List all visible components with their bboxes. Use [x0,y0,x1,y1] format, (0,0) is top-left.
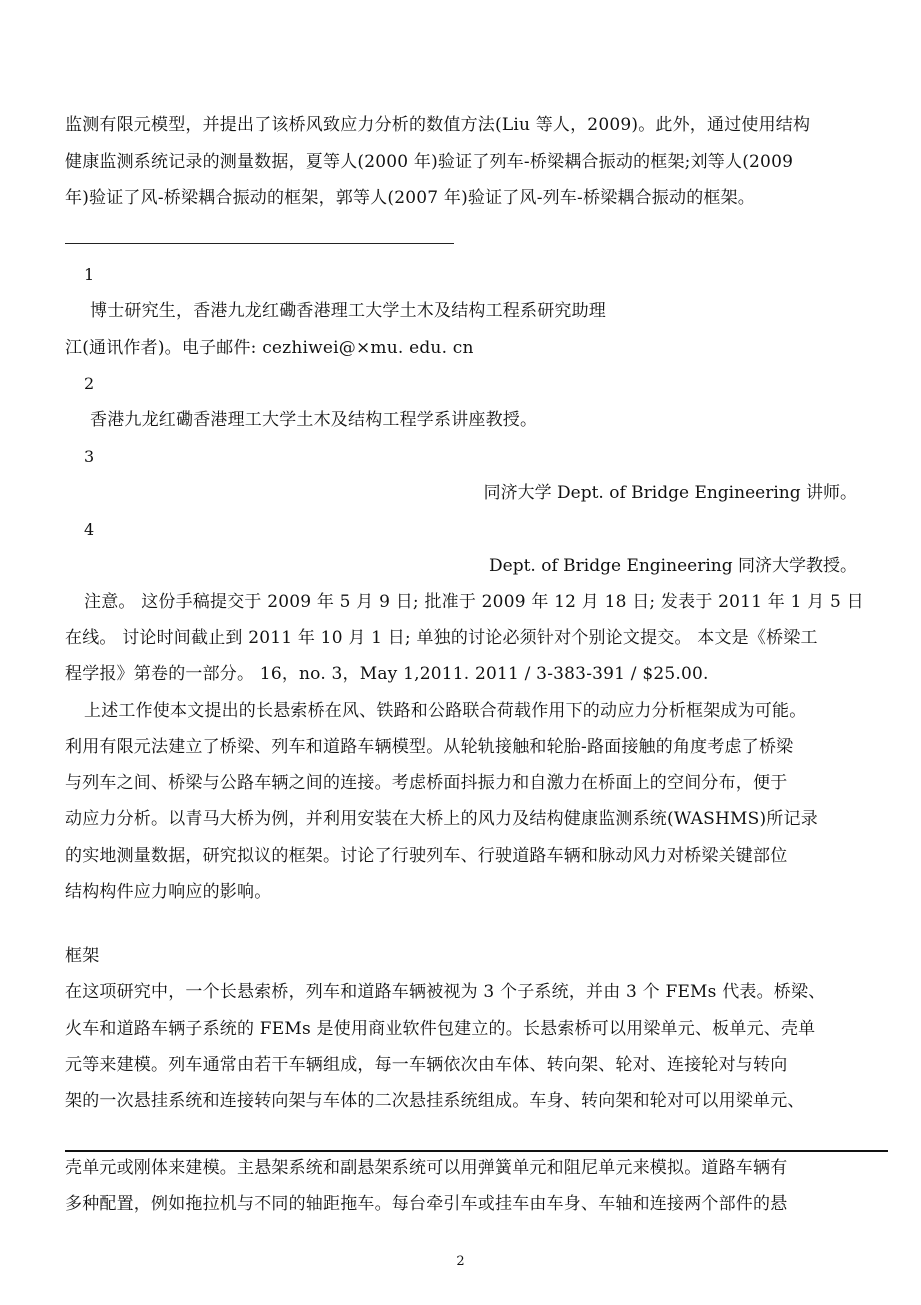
paragraph-line: 健康监测系统记录的测量数据，夏等人(2000 年)验证了列车-桥梁耦合振动的框架;刘等人(2009 [65,152,794,172]
footnote-text: 江(通讯作者)。电子邮件: cezhiwei@×mu. edu. cn [65,338,474,358]
paragraph-line: 在线。 讨论时间截止到 2011 年 10 月 1 日; 单独的讨论必须针对个别论文提交。 本文是《桥梁工 [65,628,818,648]
paragraph-line: 元等来建模。列车通常由若干车辆组成，每一车辆依次由车体、转向架、轮对、连接轮对与转向 [65,1055,788,1075]
paragraph-line: 利用有限元法建立了桥梁、列车和道路车辆模型。从轮轨接触和轮胎-路面接触的角度考虑了桥梁 [65,737,794,757]
page-break-rule [65,1150,888,1152]
paragraph-line: 监测有限元模型，并提出了该桥风致应力分析的数值方法(Liu 等人，2009)。此外，通过使用结构 [65,115,811,135]
paragraph-line: 与列车之间、桥梁与公路车辆之间的连接。考虑桥面抖振力和自激力在桥面上的空间分布，便于 [65,773,788,793]
footnote-text: 博士研究生，香港九龙红磡香港理工大学土木及结构工程系研究助理 [90,301,606,321]
paragraph-line: 在这项研究中，一个长悬索桥，列车和道路车辆被视为 3 个子系统，并由 3 个 FEMs 代表。桥梁、 [65,982,826,1002]
footnote-text: 同济大学 Dept. of Bridge Engineering 讲师。 [483,483,857,503]
footnote-number: 2 [84,374,95,393]
paragraph-line: 火车和道路车辆子系统的 FEMs 是使用商业软件包建立的。长悬索桥可以用梁单元、板单元、壳单 [65,1019,816,1039]
page-number: 2 [456,1254,465,1269]
footnote-text: 香港九龙红磡香港理工大学土木及结构工程学系讲座教授。 [90,410,538,430]
footnote-number: 4 [84,520,95,539]
footnote-text: Dept. of Bridge Engineering 同济大学教授。 [489,556,857,576]
paragraph-line: 程学报》第卷的一部分。 16，no. 3，May 1,2011. 2011 / 3-383-391 / $25.00. [65,664,709,684]
footnote-number: 1 [84,265,95,284]
footnote-separator [65,243,454,244]
paragraph-line: 上述工作使本文提出的长悬索桥在风、铁路和公路联合荷载作用下的动应力分析框架成为可能。 [84,701,807,721]
paragraph-line: 动应力分析。以青马大桥为例，并利用安装在大桥上的风力及结构健康监测系统(WASHMS)所记录 [65,809,818,829]
section-heading: 框架 [65,946,100,966]
paragraph-line: 架的一次悬挂系统和连接转向架与车体的二次悬挂系统组成。车身、转向架和轮对可以用梁单元、 [65,1091,805,1111]
paragraph-line: 多种配置，例如拖拉机与不同的轴距拖车。每台牵引车或挂车由车身、车轴和连接两个部件的悬 [65,1194,788,1214]
paragraph-line: 壳单元或刚体来建模。主悬架系统和副悬架系统可以用弹簧单元和阻尼单元来模拟。道路车辆有 [65,1158,788,1178]
footnote-number: 3 [84,447,95,466]
paragraph-line: 年)验证了风-桥梁耦合振动的框架，郭等人(2007 年)验证了风-列车-桥梁耦合振动的框架。 [65,188,755,208]
paragraph-line: 注意。 这份手稿提交于 2009 年 5 月 9 日; 批准于 2009 年 12 月 18 日; 发表于 2011 年 1 月 5 日 [84,592,864,612]
paragraph-line: 的实地测量数据，研究拟议的框架。讨论了行驶列车、行驶道路车辆和脉动风力对桥梁关键部位 [65,846,788,866]
paragraph-line: 结构构件应力响应的影响。 [65,882,272,902]
